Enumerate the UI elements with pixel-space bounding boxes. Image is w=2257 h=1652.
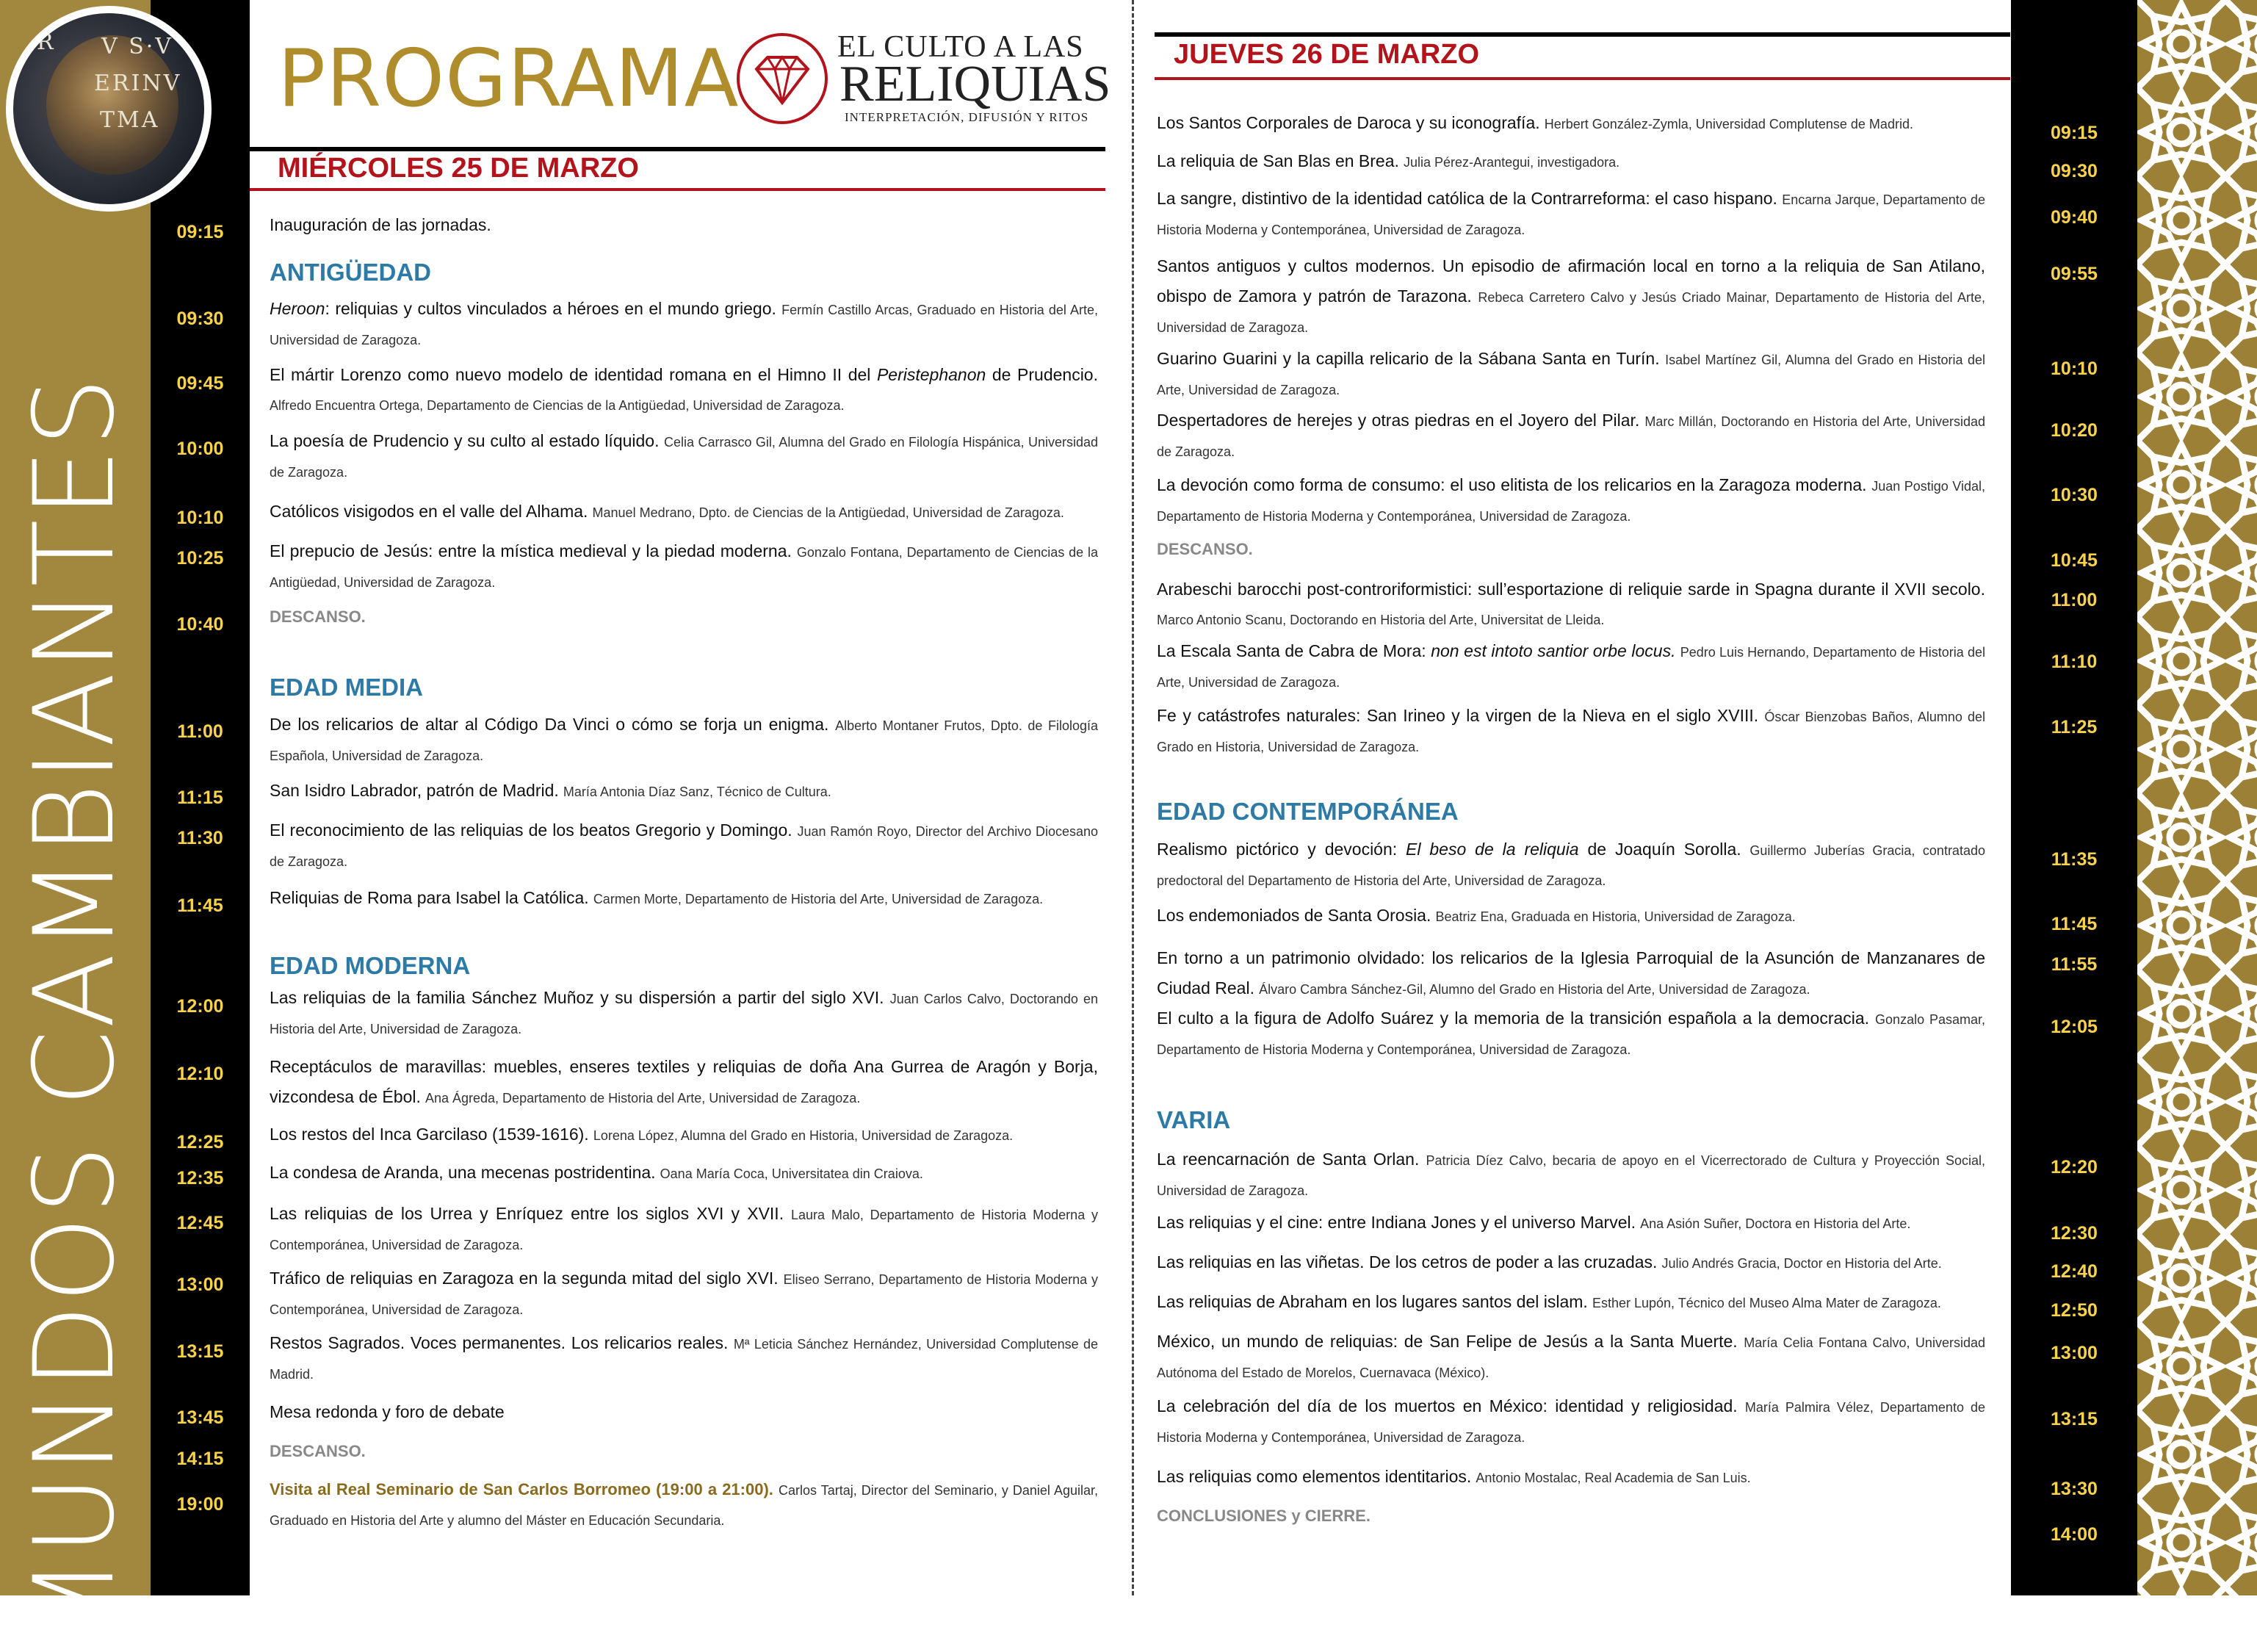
day1-session-12 xyxy=(270,1052,1098,1113)
session-title: La reliquia de San Blas en Brea. xyxy=(1157,151,1399,170)
session-speaker: María Celia Fontana Calvo, Universidad Autónoma del Estado de Morelos, Cuernavaca (México). xyxy=(1157,1335,1985,1380)
day1-session-8 xyxy=(270,776,1098,807)
session-title: Guarino Guarini y la capilla relicario de la Sábana Santa en Turín. xyxy=(1157,349,1660,368)
session-speaker: Ana Ágreda, Departamento de Historia del Arte, Universidad de Zaragoza. xyxy=(425,1091,861,1105)
session-title: Heroon: reliquias y cultos vinculados a héroes en el mundo griego. xyxy=(270,299,776,318)
day2-session-2 xyxy=(1157,184,1985,245)
session-title: San Isidro Labrador, patrón de Madrid. xyxy=(270,781,559,800)
day2-time-3: 09:55 xyxy=(2051,264,2098,284)
day2-time-10: 11:25 xyxy=(2051,717,2098,737)
session-speaker: Lorena López, Alumna del Grado en Historia, Universidad de Zaragoza. xyxy=(593,1128,1014,1143)
day2-time-20: 13:15 xyxy=(2051,1409,2098,1429)
day1-time-9: 11:30 xyxy=(177,828,223,848)
day1-time-10: 11:45 xyxy=(177,895,223,916)
day2-session-19 xyxy=(1157,1327,1985,1388)
day1-time-5: 10:25 xyxy=(176,548,224,569)
session-title: Mesa redonda y foro de debate xyxy=(270,1402,505,1421)
session-title: Inauguración de las jornadas. xyxy=(270,215,491,234)
session-speaker: Rebeca Carretero Calvo y Jesús Criado Mainar, Departamento de Historia del Arte, Universidad de Zaragoza. xyxy=(1157,290,1985,335)
day2-session-1 xyxy=(1157,146,1985,177)
day2-session-4 xyxy=(1157,344,1985,405)
session-speaker: Carlos Tartaj, Director del Seminario, y Daniel Aguilar, Graduado en Historia del Arte y alumno del Máster en Educación Secundaria. xyxy=(270,1483,1098,1528)
session-speaker: Pedro Luis Hernando, Departamento de Historia del Arte, Universidad de Zaragoza. xyxy=(1157,645,1985,690)
day1-title: MIÉRCOLES 25 DE MARZO xyxy=(278,153,639,184)
day1-session-6 xyxy=(270,602,1098,632)
session-speaker: Óscar Bienzobas Baños, Alumno del Grado en Historia, Universidad de Zaragoza. xyxy=(1157,710,1985,754)
session-title: Reliquias de Roma para Isabel la Católica. xyxy=(270,888,589,907)
day2-session-0 xyxy=(1157,108,1985,139)
day1-session-13 xyxy=(270,1119,1098,1150)
session-speaker: Carmen Morte, Departamento de Historia del Arte, Universidad de Zaragoza. xyxy=(593,892,1044,906)
session-title: El reconocimiento de las reliquias de los beatos Gregorio y Domingo. xyxy=(270,820,792,840)
day2-time-6: 10:30 xyxy=(2051,485,2098,505)
side-title-text: MUNDOS CAMBIANTES xyxy=(11,375,139,1652)
medallion-letter-4: TMA xyxy=(100,107,160,133)
day1-session-16 xyxy=(270,1263,1098,1324)
day1-time-15: 12:45 xyxy=(176,1213,224,1233)
session-title: Las reliquias de los Urrea y Enríquez entre los siglos XVI y XVII. xyxy=(270,1204,784,1223)
session-speaker: Mª Leticia Sánchez Hernández, Universidad Complutense de Madrid. xyxy=(270,1337,1098,1382)
day1-session-2 xyxy=(270,360,1098,420)
medallion-letter-1: R xyxy=(37,29,56,55)
session-speaker: Manuel Medrano, Dpto. de Ciencias de la Antigüedad, Universidad de Zaragoza. xyxy=(592,505,1064,520)
day1-session-0 xyxy=(270,210,1098,240)
session-speaker: Herbert González-Zymla, Universidad Complutense de Madrid. xyxy=(1544,117,1913,131)
session-speaker: Fermín Castillo Arcas, Graduado en Historia del Arte, Universidad de Zaragoza. xyxy=(270,303,1098,347)
day2-time-5: 10:20 xyxy=(2051,420,2098,441)
day1-time-7: 11:00 xyxy=(177,721,223,742)
session-title: En torno a un patrimonio olvidado: los relicarios de la Iglesia Parroquial de la Asunción de Manzanares de Ciudad Real. xyxy=(1157,948,1985,998)
session-title: De los relicarios de altar al Código Da Vinci o cómo se forja un enigma. xyxy=(270,715,829,734)
day1-session-5 xyxy=(270,536,1098,597)
session-title: Restos Sagrados. Voces permanentes. Los relicarios reales. xyxy=(270,1333,729,1352)
reliquary-logo-icon xyxy=(734,31,830,126)
programa-title: PROGRAMA xyxy=(278,33,740,125)
session-speaker: María Palmira Vélez, Departamento de Historia Moderna y Contemporánea, Universidad de Zaragoza. xyxy=(1157,1400,1985,1445)
session-speaker: Patricia Díez Calvo, becaria de apoyo en el Vicerrectorado de Cultura y Proyección Social, Universidad de Zaragoza. xyxy=(1157,1153,1985,1198)
day2-top-rule xyxy=(1155,32,2010,37)
day1-time-19: 14:15 xyxy=(176,1449,224,1469)
day2-session-6 xyxy=(1157,470,1985,531)
session-title: El mártir Lorenzo como nuevo modelo de identidad romana en el Himno II del Peristephanon de Prudencio. xyxy=(270,365,1098,384)
session-title: CONCLUSIONES y CIERRE. xyxy=(1157,1507,1371,1525)
day2-time-4: 10:10 xyxy=(2051,358,2098,379)
session-title: Los restos del Inca Garcilaso (1539-1616). xyxy=(270,1125,589,1144)
day1-top-rule xyxy=(250,147,1105,151)
session-title: DESCANSO. xyxy=(270,1442,366,1460)
day1-time-13: 12:25 xyxy=(176,1132,224,1153)
session-title: Católicos visigodos en el valle del Alhama. xyxy=(270,502,588,521)
day2-time-9: 11:10 xyxy=(2051,652,2098,672)
session-speaker: Juan Carlos Calvo, Doctorando en Historia del Arte, Universidad de Zaragoza. xyxy=(270,992,1098,1036)
logo-main-text: RELIQUIAS xyxy=(839,56,1111,112)
day1-red-rule xyxy=(250,188,1105,191)
day2-red-rule xyxy=(1155,77,2010,80)
day2-session-18 xyxy=(1157,1287,1985,1318)
day2-section-heading-0: EDAD CONTEMPORÁNEA xyxy=(1157,798,1459,825)
day2-time-16: 12:30 xyxy=(2051,1223,2098,1244)
session-speaker: Antonio Mostalac, Real Academia de San Luis. xyxy=(1476,1471,1751,1485)
day1-time-20: 19:00 xyxy=(176,1494,224,1515)
day2-session-3 xyxy=(1157,251,1985,342)
day2-session-11 xyxy=(1157,834,1985,895)
session-title: Fe y catástrofes naturales: San Irineo y la virgen de la Nieva en el siglo XVIII. xyxy=(1157,706,1759,725)
day1-time-17: 13:15 xyxy=(176,1341,224,1362)
session-speaker: Laura Malo, Departamento de Historia Moderna y Contemporánea, Universidad de Zaragoza. xyxy=(270,1208,1098,1252)
session-title: La reencarnación de Santa Orlan. xyxy=(1157,1150,1420,1169)
session-speaker: Gonzalo Fontana, Departamento de Ciencias de la Antigüedad, Universidad de Zaragoza. xyxy=(270,545,1098,590)
day2-session-7 xyxy=(1157,535,1985,564)
session-title: Despertadores de herejes y otras piedras en el Joyero del Pilar. xyxy=(1157,411,1640,430)
session-speaker: Julia Pérez-Arantegui, investigadora. xyxy=(1404,155,1620,170)
session-title: DESCANSO. xyxy=(1157,540,1253,558)
medallion-image xyxy=(6,6,212,212)
session-title: Arabeschi barocchi post-controriformistici: sull’esportazione di reliquie sarde in Spagna durante il XVII secolo. xyxy=(1157,580,1985,599)
session-title: Visita al Real Seminario de San Carlos Borromeo (19:00 a 21:00). xyxy=(270,1480,773,1498)
day1-session-18 xyxy=(270,1397,1098,1427)
day1-session-19 xyxy=(270,1437,1098,1466)
session-speaker: Álvaro Cambra Sánchez-Gil, Alumno del Grado en Historia del Arte, Universidad de Zaragoza. xyxy=(1259,982,1810,997)
medallion-letter-2: V S·V xyxy=(101,34,173,59)
session-title: Los endemoniados de Santa Orosia. xyxy=(1157,906,1431,925)
day2-session-17 xyxy=(1157,1247,1985,1278)
session-title: El culto a la figura de Adolfo Suárez y la memoria de la transición española a la democracia. xyxy=(1157,1009,1870,1028)
day1-time-0: 09:15 xyxy=(176,222,224,242)
day1-time-6: 10:40 xyxy=(176,614,224,635)
day2-time-17: 12:40 xyxy=(2051,1261,2098,1282)
day1-session-10 xyxy=(270,883,1098,914)
session-title: La poesía de Prudencio y su culto al estado líquido. xyxy=(270,431,660,450)
session-speaker: Encarna Jarque, Departamento de Historia Moderna y Contemporánea, Universidad de Zaragoza. xyxy=(1157,192,1985,237)
day2-time-2: 09:40 xyxy=(2051,207,2098,228)
session-title: Santos antiguos y cultos modernos. Un episodio de afirmación local en torno a la reliquia de San Atilano, obispo de Zamora y patrón de Tarazona. xyxy=(1157,256,1985,306)
day1-session-1 xyxy=(270,294,1098,355)
session-speaker: Esther Lupón, Técnico del Museo Alma Mater de Zaragoza. xyxy=(1592,1296,1941,1310)
session-speaker: María Antonia Díaz Sanz, Técnico de Cultura. xyxy=(563,784,831,799)
day2-session-20 xyxy=(1157,1391,1985,1452)
day1-section-heading-1: EDAD MEDIA xyxy=(270,674,424,701)
session-speaker: Isabel Martínez Gil, Alumna del Grado en Historia del Arte, Universidad de Zaragoza. xyxy=(1157,353,1985,397)
session-title: La devoción como forma de consumo: el uso elitista de los relicarios en la Zaragoza moderna. xyxy=(1157,475,1867,494)
day2-session-13 xyxy=(1157,943,1985,1004)
day1-time-1: 09:30 xyxy=(176,309,224,329)
session-title: La celebración del día de los muertos en México: identidad y religiosidad. xyxy=(1157,1396,1738,1415)
session-speaker: Julio Andrés Gracia, Doctor en Historia del Arte. xyxy=(1661,1256,1942,1271)
day1-session-17 xyxy=(270,1328,1098,1389)
day2-time-0: 09:15 xyxy=(2051,123,2098,143)
logo-sub-text: INTERPRETACIÓN, DIFUSIÓN Y RITOS xyxy=(845,110,1089,124)
day2-session-5 xyxy=(1157,405,1985,466)
day2-section-heading-1: VARIA xyxy=(1157,1106,1231,1133)
day1-session-7 xyxy=(270,710,1098,771)
session-title: La Escala Santa de Cabra de Mora: non est intoto santior orbe locus. xyxy=(1157,641,1676,660)
day1-session-3 xyxy=(270,426,1098,487)
day1-time-11: 12:00 xyxy=(176,996,224,1017)
session-title: DESCANSO. xyxy=(270,607,366,626)
day1-session-9 xyxy=(270,815,1098,876)
session-title: Las reliquias en las viñetas. De los cetros de poder a las cruzadas. xyxy=(1157,1252,1658,1272)
day2-time-13: 11:55 xyxy=(2051,954,2098,975)
day2-session-9 xyxy=(1157,636,1985,697)
day2-session-10 xyxy=(1157,701,1985,762)
day2-time-11: 11:35 xyxy=(2051,849,2098,870)
day1-time-2: 09:45 xyxy=(176,373,224,394)
day1-time-3: 10:00 xyxy=(176,439,224,459)
session-speaker: Guillermo Juberías Gracia, contratado predoctoral del Departamento de Historia del Arte, Universidad de Zaragoza. xyxy=(1157,843,1985,888)
session-title: Realismo pictórico y devoción: El beso de la reliquia de Joaquín Sorolla. xyxy=(1157,840,1741,859)
day2-session-8 xyxy=(1157,574,1985,635)
vertical-title xyxy=(0,0,151,1652)
day2-session-14 xyxy=(1157,1003,1985,1064)
session-speaker: Beatriz Ena, Graduada en Historia, Universidad de Zaragoza. xyxy=(1435,909,1796,924)
session-speaker: Marc Millán, Doctorando en Historia del Arte, Universidad de Zaragoza. xyxy=(1157,414,1985,459)
day1-session-4 xyxy=(270,497,1098,527)
day2-time-22: 14:00 xyxy=(2051,1524,2098,1545)
day2-time-18: 12:50 xyxy=(2051,1300,2098,1321)
day2-time-21: 13:30 xyxy=(2051,1479,2098,1499)
day2-time-15: 12:20 xyxy=(2051,1157,2098,1177)
day1-time-14: 12:35 xyxy=(176,1168,224,1188)
day2-title: JUEVES 26 DE MARZO xyxy=(1174,39,1479,70)
session-title: Las reliquias y el cine: entre Indiana Jones y el universo Marvel. xyxy=(1157,1213,1636,1232)
session-title: Tráfico de reliquias en Zaragoza en la segunda mitad del siglo XVI. xyxy=(270,1269,779,1288)
session-title: Receptáculos de maravillas: muebles, enseres textiles y reliquias de doña Ana Gurrea de Aragón y Borja, vizcondesa de Ébol. xyxy=(270,1057,1098,1106)
session-speaker: Juan Ramón Royo, Director del Archivo Diocesano de Zaragoza. xyxy=(270,824,1099,869)
day1-section-heading-2: EDAD MODERNA xyxy=(270,952,471,979)
arabesque-pattern xyxy=(2137,0,2257,1595)
session-speaker: Marco Antonio Scanu, Doctorando en Historia del Arte, Universitat de Lleida. xyxy=(1157,613,1605,627)
day2-time-8: 11:00 xyxy=(2051,590,2098,610)
session-title: La sangre, distintivo de la identidad católica de la Contrarreforma: el caso hispano. xyxy=(1157,189,1777,208)
logo-top-text: EL CULTO A LAS xyxy=(837,30,1084,64)
day1-session-11 xyxy=(270,983,1098,1044)
session-speaker: Alfredo Encuentra Ortega, Departamento de Ciencias de la Antigüedad, Universidad de Zaragoza. xyxy=(270,398,845,413)
day2-session-15 xyxy=(1157,1144,1985,1205)
day1-time-16: 13:00 xyxy=(176,1274,224,1295)
session-title: La condesa de Aranda, una mecenas postridentina. xyxy=(270,1163,656,1182)
day1-time-12: 12:10 xyxy=(176,1064,224,1084)
session-title: Las reliquias de Abraham en los lugares santos del islam. xyxy=(1157,1292,1588,1311)
session-speaker: Ana Asión Suñer, Doctora en Historia del Arte. xyxy=(1640,1216,1911,1231)
day2-time-14: 12:05 xyxy=(2051,1017,2098,1037)
session-speaker: Oana María Coca, Universitatea din Craiova. xyxy=(660,1166,923,1181)
session-title: Las reliquias como elementos identitarios. xyxy=(1157,1467,1472,1486)
session-speaker: Juan Postigo Vidal, Departamento de Historia Moderna y Contemporánea, Universidad de Zaragoza. xyxy=(1157,479,1985,524)
day1-time-8: 11:15 xyxy=(177,787,223,808)
day1-time-4: 10:10 xyxy=(176,508,224,528)
medallion-letter-3: ERINV xyxy=(94,71,182,96)
session-title: El prepucio de Jesús: entre la mística medieval y la piedad moderna. xyxy=(270,541,792,560)
day1-session-14 xyxy=(270,1158,1098,1188)
session-title: Los Santos Corporales de Daroca y su iconografía. xyxy=(1157,113,1540,132)
day1-session-15 xyxy=(270,1199,1098,1260)
day1-section-heading-0: ANTIGÜEDAD xyxy=(270,259,431,286)
day2-session-22 xyxy=(1157,1501,1985,1531)
day2-time-19: 13:00 xyxy=(2051,1343,2098,1363)
day2-time-12: 11:45 xyxy=(2051,914,2098,934)
session-speaker: Gonzalo Pasamar, Departamento de Historia Moderna y Contemporánea, Universidad de Zaragoza. xyxy=(1157,1012,1985,1057)
session-speaker: Alberto Montaner Frutos, Dpto. de Filología Española, Universidad de Zaragoza. xyxy=(270,718,1098,763)
session-title: México, un mundo de reliquias: de San Felipe de Jesús a la Santa Muerte. xyxy=(1157,1332,1738,1351)
day2-time-7: 10:45 xyxy=(2051,550,2098,571)
column-divider xyxy=(1132,0,1134,1595)
day2-session-16 xyxy=(1157,1208,1985,1238)
session-speaker: Eliseo Serrano, Departamento de Historia Moderna y Contemporánea, Universidad de Zaragoza. xyxy=(270,1272,1098,1317)
day1-session-20 xyxy=(270,1475,1098,1535)
session-speaker: Celia Carrasco Gil, Alumna del Grado en Filología Hispánica, Universidad de Zaragoza. xyxy=(270,435,1098,480)
day2-session-12 xyxy=(1157,901,1985,931)
session-title: Las reliquias de la familia Sánchez Muñoz y su dispersión a partir del siglo XVI. xyxy=(270,988,884,1007)
day2-time-1: 09:30 xyxy=(2051,161,2098,181)
day2-session-21 xyxy=(1157,1462,1985,1493)
day1-time-18: 13:45 xyxy=(176,1407,224,1428)
